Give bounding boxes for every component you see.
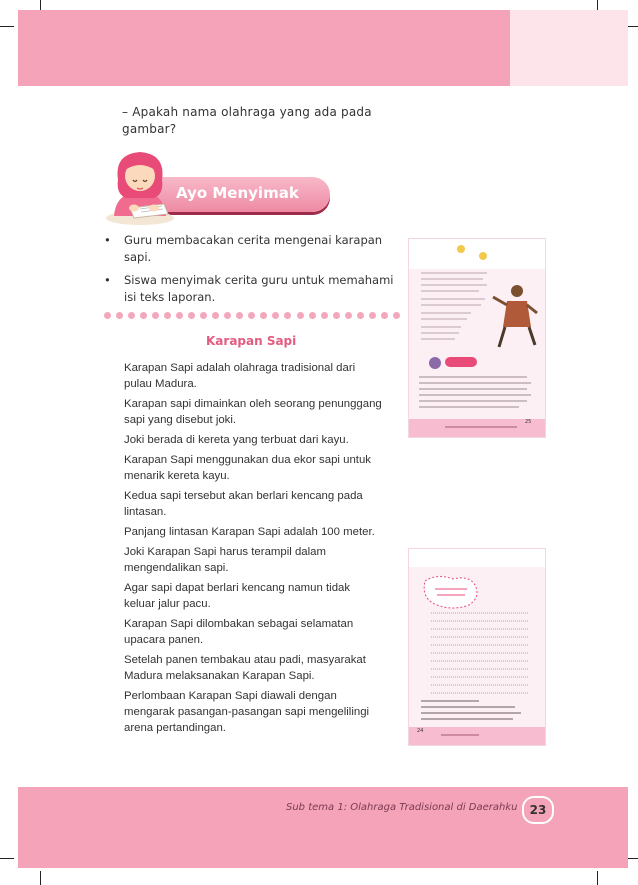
story-paragraph: Karapan Sapi menggunakan dua ekor sapi untuk menarik kereta kayu. [124, 454, 371, 482]
crop-mark [0, 858, 14, 859]
list-item [102, 232, 402, 266]
dotted-divider [104, 312, 400, 324]
story-body [124, 360, 384, 740]
story-paragraph: Perlombaan Karapan Sapi diawali dengan mengarak pasangan-pasangan sapi mengelilingi arena pertandingan. [124, 690, 370, 734]
bullet-symbol: • [104, 233, 111, 247]
page-number: 23 [522, 796, 554, 824]
list-item-text: Guru membacakan cerita mengenai karapan sapi. [124, 233, 383, 264]
thumbnail-page-number: 25 [525, 419, 532, 425]
girl-reading-illustration [104, 148, 184, 226]
thumbnail-page-graphic [409, 549, 545, 745]
story-paragraph: Joki berada di kereta yang terbuat dari kayu. [124, 434, 349, 446]
thumbnail-page-number: 24 [417, 728, 424, 734]
question-text: – Apakah nama olahraga yang ada pada gambar? [122, 105, 372, 136]
story-paragraph: Karapan Sapi dilombakan sebagai selamatan upacara panen. [124, 618, 354, 646]
crop-mark [597, 871, 598, 885]
bullet-symbol: • [104, 273, 111, 287]
story-title: Karapan Sapi [206, 334, 297, 348]
section-title: Ayo Menyimak [176, 184, 299, 202]
crop-mark [40, 871, 41, 885]
story-paragraph: Joki Karapan Sapi harus terampil dalam mengendalikan sapi. [124, 546, 326, 574]
story-paragraph: Agar sapi dapat berlari kencang namun tidak keluar jalur pacu. [124, 582, 351, 610]
page-thumbnail-24 [408, 548, 546, 746]
instruction-list [102, 232, 402, 312]
story-paragraph: Panjang lintasan Karapan Sapi adalah 100 meter. [124, 526, 375, 538]
story-paragraph: Kedua sapi tersebut akan berlari kencang pada lintasan. [124, 490, 363, 518]
list-item-text: Siswa menyimak cerita guru untuk memahami isi teks laporan. [124, 273, 394, 304]
list-item [102, 272, 402, 306]
story-paragraph: Karapan Sapi adalah olahraga tradisional dari pulau Madura. [124, 362, 356, 390]
page-thumbnail-25 [408, 238, 546, 438]
story-paragraph: Karapan sapi dimainkan oleh seorang penunggang sapi yang disebut joki. [124, 398, 382, 426]
story-paragraph: Setelah panen tembakau atau padi, masyarakat Madura melaksanakan Karapan Sapi. [124, 654, 366, 682]
footer-subtheme: Sub tema 1: Olahraga Tradisional di Daerahku [286, 802, 518, 813]
crop-mark [0, 26, 14, 27]
thumbnail-page-graphic [409, 239, 545, 437]
header-band-accent [510, 10, 628, 86]
